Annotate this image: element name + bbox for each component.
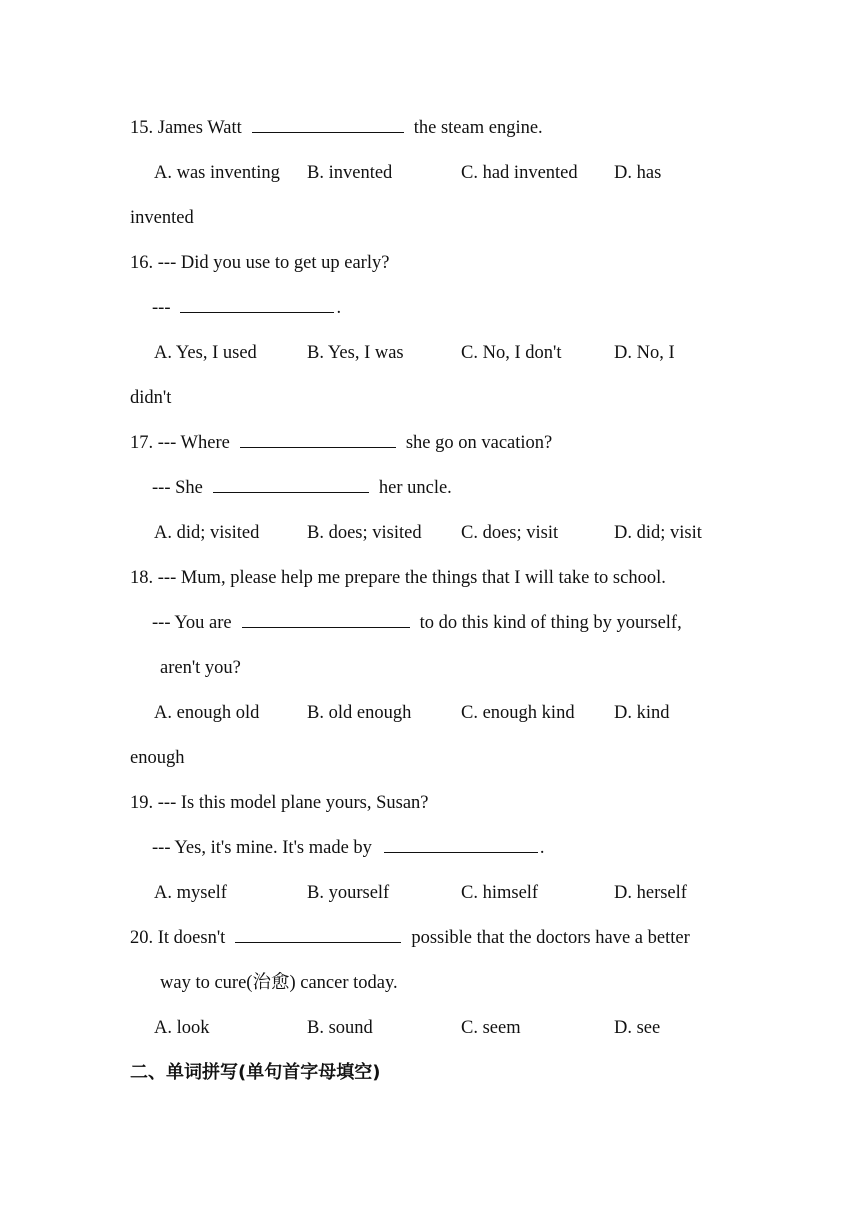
question-18-reply bbox=[152, 611, 682, 635]
q18-blank[interactable] bbox=[242, 611, 410, 628]
q17-option-d[interactable]: D. did; visit bbox=[614, 523, 702, 543]
q19-option-c[interactable]: C. himself bbox=[461, 883, 539, 903]
q17-option-a[interactable]: A. did; visited bbox=[154, 523, 260, 543]
q15-stem-start: 15. James Watt bbox=[130, 118, 242, 138]
question-19-reply bbox=[152, 836, 545, 860]
q18-option-d[interactable]: D. kind bbox=[614, 703, 670, 723]
question-19-stem: 19. --- Is this model plane yours, Susan? bbox=[130, 793, 429, 813]
section-title: 二、单词拼写(单句首字母填空) bbox=[130, 1062, 381, 1083]
q19-reply-suffix: . bbox=[539, 838, 545, 858]
q19-reply-prefix: --- Yes, it's mine. It's made by bbox=[152, 838, 372, 858]
q17-reply-start: --- She bbox=[152, 478, 203, 498]
q17-stem-end: she go on vacation? bbox=[405, 433, 553, 453]
q15-option-c[interactable]: C. had invented bbox=[461, 163, 578, 183]
question-18-stem: 18. --- Mum, please help me prepare the things that I will take to school. bbox=[130, 568, 666, 588]
q15-option-b[interactable]: B. invented bbox=[307, 163, 393, 183]
q20-option-d[interactable]: D. see bbox=[614, 1018, 661, 1038]
q17-reply-end: her uncle. bbox=[378, 478, 452, 498]
q15-blank[interactable] bbox=[252, 116, 404, 133]
question-18-reply-cont: aren't you? bbox=[160, 658, 241, 678]
q19-option-a[interactable]: A. myself bbox=[154, 883, 227, 903]
q17-option-c[interactable]: C. does; visit bbox=[461, 523, 559, 543]
q19-blank[interactable] bbox=[384, 836, 538, 853]
q20-stem-end: possible that the doctors have a better bbox=[411, 928, 690, 948]
q18-reply-start: --- You are bbox=[152, 613, 232, 633]
q20-stem-start: 20. It doesn't bbox=[130, 928, 226, 948]
question-17-stem bbox=[130, 431, 552, 455]
q16-blank[interactable] bbox=[180, 296, 334, 313]
q16-option-a[interactable]: A. Yes, I used bbox=[154, 343, 257, 363]
q15-option-d-overflow: invented bbox=[130, 208, 194, 228]
q16-reply-suffix: . bbox=[336, 298, 342, 318]
q16-option-c[interactable]: C. No, I don't bbox=[461, 343, 562, 363]
q17-blank-1[interactable] bbox=[240, 431, 396, 448]
question-16-reply bbox=[152, 296, 341, 320]
q19-option-d[interactable]: D. herself bbox=[614, 883, 687, 903]
question-20-stem-cont: way to cure(治愈) cancer today. bbox=[160, 973, 398, 993]
q18-option-c[interactable]: C. enough kind bbox=[461, 703, 575, 723]
q20-option-a[interactable]: A. look bbox=[154, 1018, 210, 1038]
q18-reply-end: to do this kind of thing by yourself, bbox=[419, 613, 682, 633]
question-17-reply bbox=[152, 476, 452, 500]
q19-option-b[interactable]: B. yourself bbox=[307, 883, 390, 903]
q16-option-b[interactable]: B. Yes, I was bbox=[307, 343, 404, 363]
question-16-stem: 16. --- Did you use to get up early? bbox=[130, 253, 390, 273]
q15-option-a[interactable]: A. was inventing bbox=[154, 163, 280, 183]
q16-option-d-overflow: didn't bbox=[130, 388, 172, 408]
q15-stem-end: the steam engine. bbox=[413, 118, 543, 138]
question-20-stem bbox=[130, 926, 690, 950]
q18-option-b[interactable]: B. old enough bbox=[307, 703, 412, 723]
q17-blank-2[interactable] bbox=[213, 476, 369, 493]
q20-option-b[interactable]: B. sound bbox=[307, 1018, 373, 1038]
q17-stem-start: 17. --- Where bbox=[130, 433, 230, 453]
q15-option-d[interactable]: D. has bbox=[614, 163, 662, 183]
question-15-stem bbox=[130, 116, 543, 140]
q16-option-d[interactable]: D. No, I bbox=[614, 343, 675, 363]
q18-option-a[interactable]: A. enough old bbox=[154, 703, 260, 723]
q17-option-b[interactable]: B. does; visited bbox=[307, 523, 422, 543]
q20-blank[interactable] bbox=[235, 926, 401, 943]
q18-option-d-overflow: enough bbox=[130, 748, 185, 768]
q16-reply-prefix: --- bbox=[152, 298, 171, 318]
q20-option-c[interactable]: C. seem bbox=[461, 1018, 521, 1038]
